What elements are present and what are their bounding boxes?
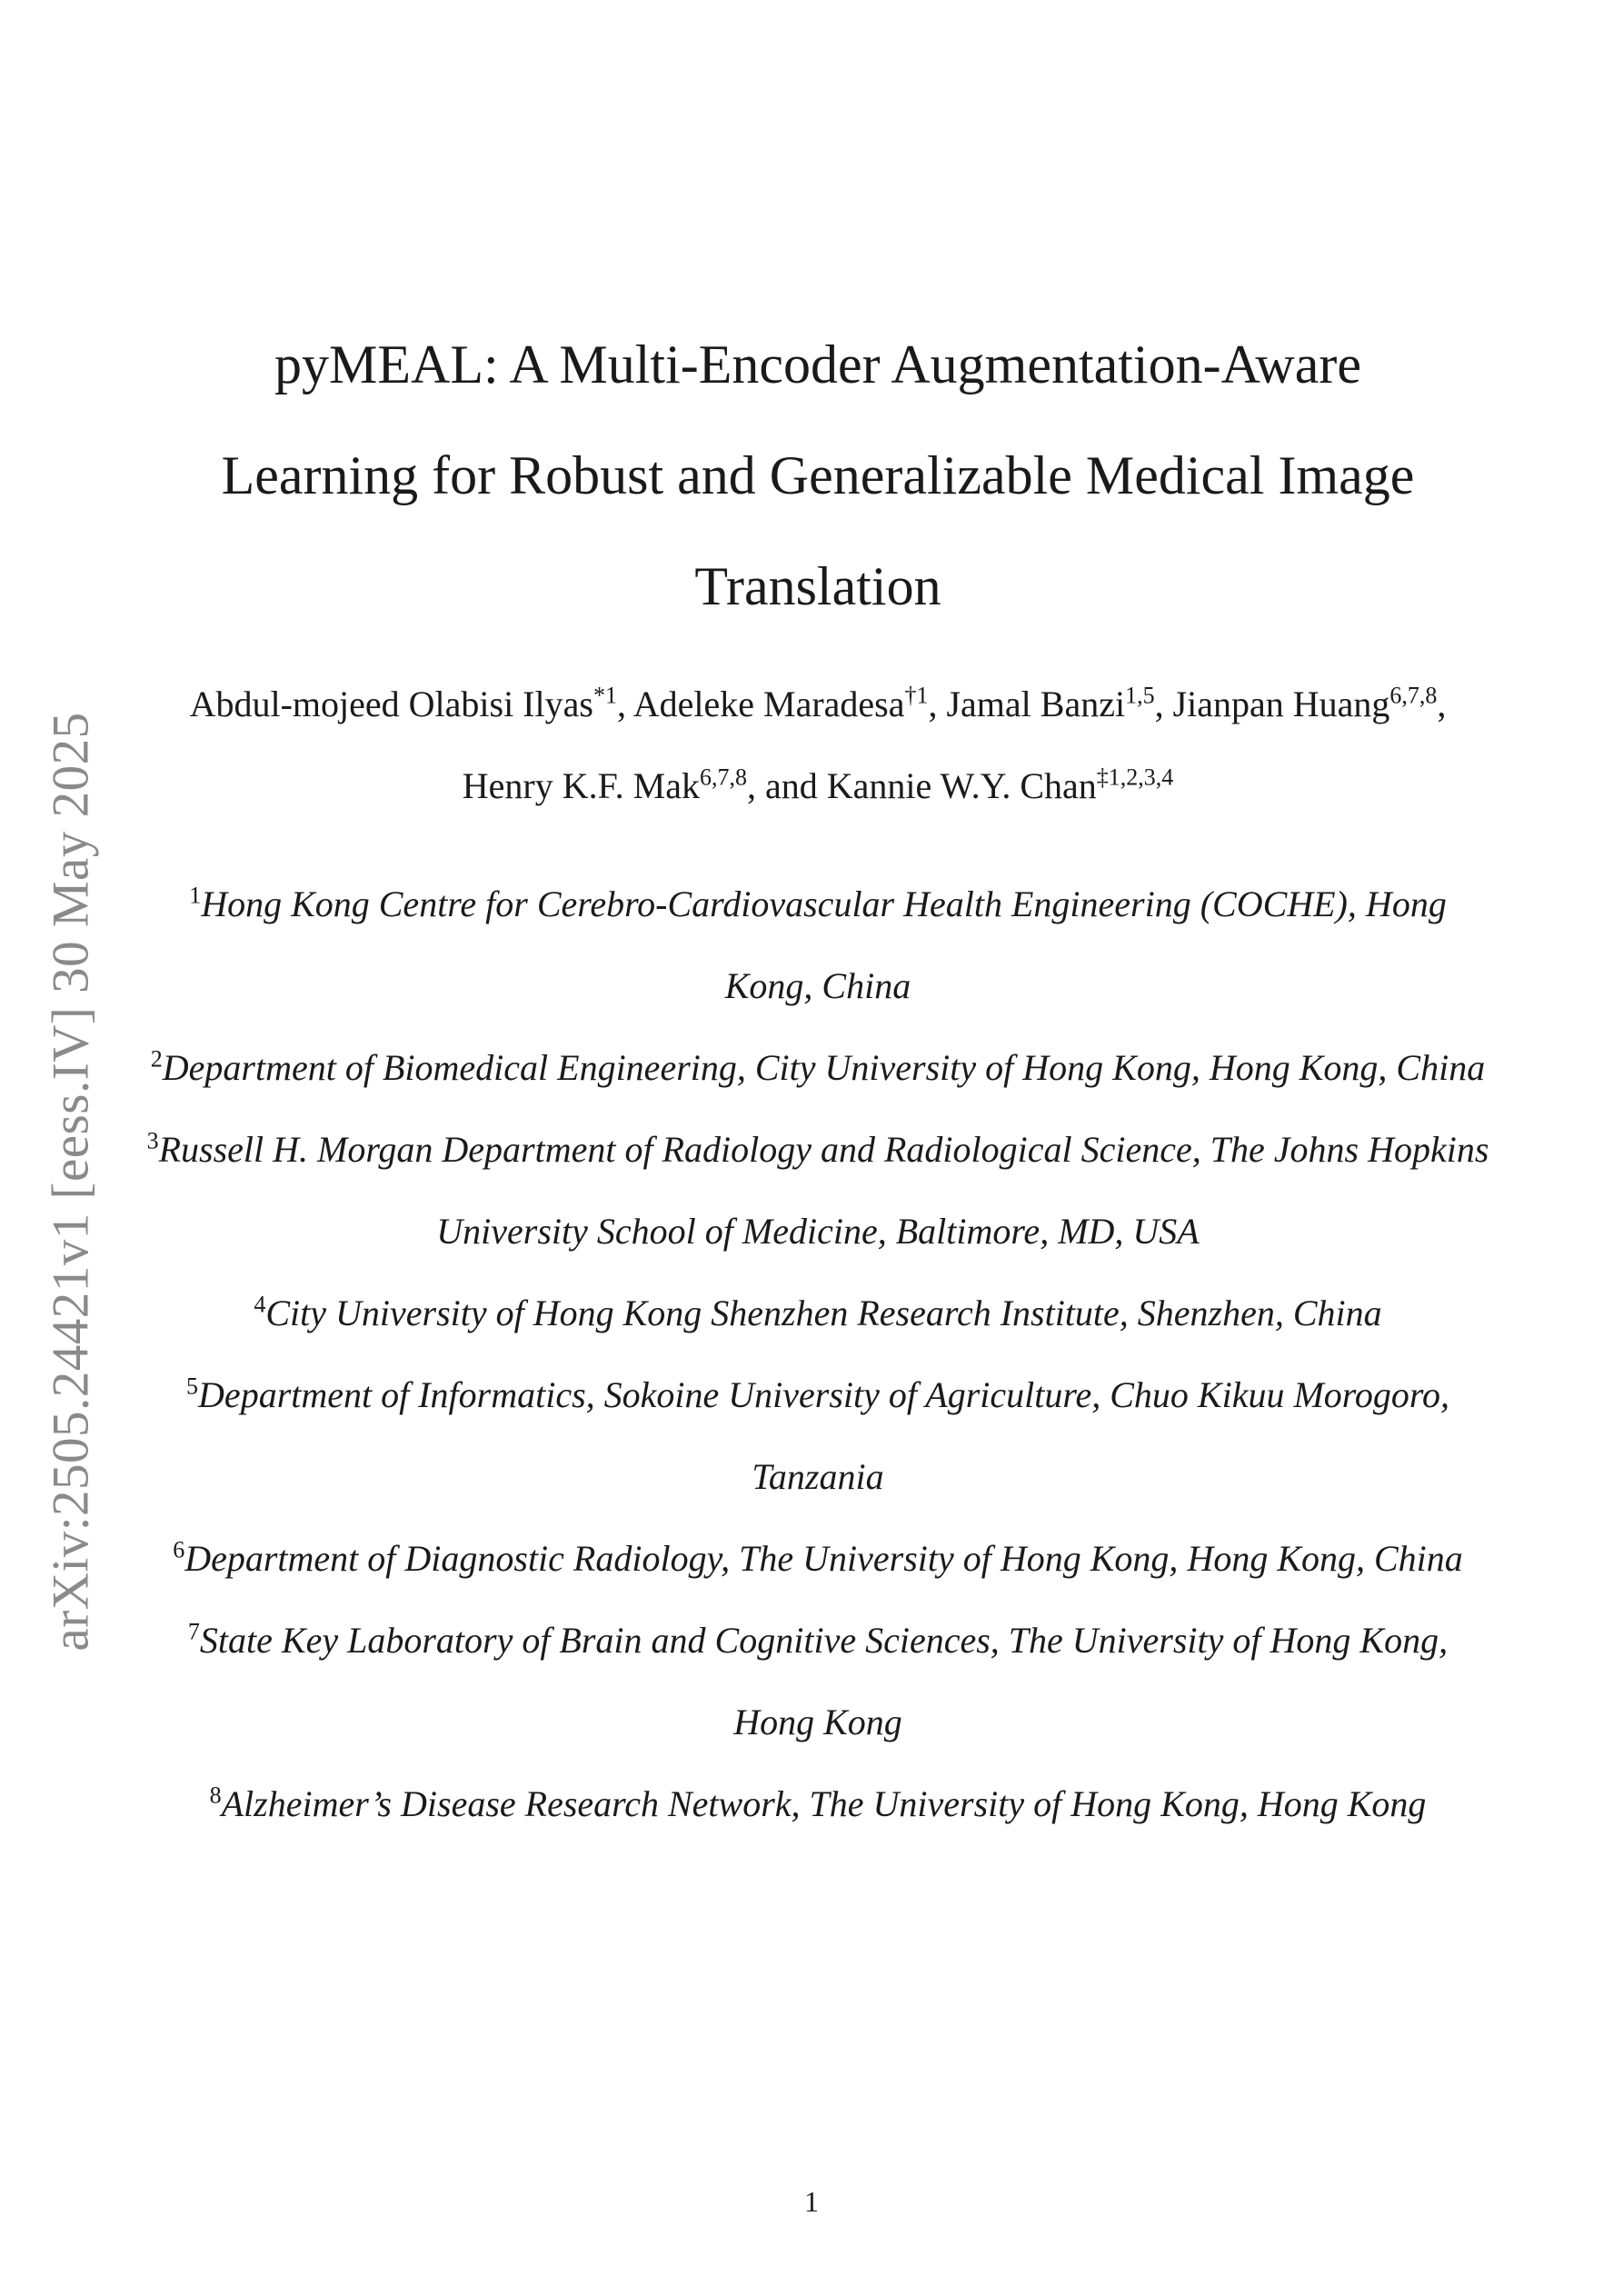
affiliation xyxy=(145,1763,1490,1845)
affiliation-number: 1 xyxy=(189,882,202,909)
author-affiliation-marker: ‡1,2,3,4 xyxy=(1096,764,1174,791)
affiliation-text: Alzheimer’s Disease Research Network, The University of Hong Kong, Hong Kong xyxy=(221,1783,1427,1824)
affiliation-number: 4 xyxy=(254,1291,266,1318)
affiliation xyxy=(145,1027,1490,1109)
author-name: Kannie W.Y. Chan xyxy=(826,765,1097,806)
affiliation xyxy=(145,1273,1490,1354)
author-name: Jamal Banzi xyxy=(946,684,1126,724)
affiliation-text: Department of Biomedical Engineering, City University of Hong Kong, Hong Kong, China xyxy=(162,1047,1486,1088)
affiliation-number: 8 xyxy=(209,1782,222,1809)
affiliation xyxy=(145,1109,1490,1273)
page-number: 1 xyxy=(804,2185,819,2218)
author-affiliation-marker: 6,7,8 xyxy=(1389,682,1438,709)
author-affiliation-marker: 1,5 xyxy=(1125,682,1155,709)
author-name: Jianpan Huang xyxy=(1172,684,1390,724)
author-affiliation-marker: 6,7,8 xyxy=(699,764,747,791)
author-separator: , xyxy=(928,684,947,724)
author-name: Henry K.F. Mak xyxy=(462,765,700,806)
affiliation-number: 2 xyxy=(150,1045,163,1073)
affiliation-text: Department of Diagnostic Radiology, The University of Hong Kong, Hong Kong, China xyxy=(184,1538,1463,1579)
arxiv-stamp: arXiv:2505.24421v1 [eess.IV] 30 May 2025 xyxy=(42,712,100,1652)
affiliation-list xyxy=(145,863,1490,1845)
affiliation-text: Hong Kong Centre for Cerebro-Cardiovascular Health Engineering (COCHE), Hong Kong, China xyxy=(201,883,1447,1006)
author-separator: , xyxy=(616,684,633,724)
affiliation-text: City University of Hong Kong Shenzhen Research Institute, Shenzhen, China xyxy=(265,1293,1382,1333)
author-separator: , xyxy=(1437,684,1447,724)
author-name: Abdul-mojeed Olabisi Ilyas xyxy=(189,684,593,724)
author-separator: , and xyxy=(746,765,827,806)
affiliation xyxy=(145,1354,1490,1518)
affiliation-text: Department of Informatics, Sokoine University of Agriculture, Chuo Kikuu Morogoro, Tanzania xyxy=(198,1374,1449,1497)
author-list xyxy=(154,664,1481,827)
author-separator: , xyxy=(1154,684,1173,724)
author-affiliation-marker: †1 xyxy=(904,682,929,709)
affiliation-text: Russell H. Morgan Department of Radiology and Radiological Science, The Johns Hopkins University School of Medicine, Baltimore, MD, USA xyxy=(158,1129,1489,1252)
affiliation-number: 7 xyxy=(187,1618,200,1645)
affiliation-number: 6 xyxy=(173,1536,185,1563)
paper-title: pyMEAL: A Multi-Encoder Augmentation-Aware Learning for Robust and Generalizable Medical Image Translation xyxy=(221,334,1415,616)
author-affiliation-marker: *1 xyxy=(592,682,617,709)
affiliation xyxy=(145,1518,1490,1600)
author-name: Adeleke Maradesa xyxy=(632,684,905,724)
affiliation-number: 3 xyxy=(146,1127,159,1154)
affiliation-text: State Key Laboratory of Brain and Cognitive Sciences, The University of Hong Kong, Hong Kong xyxy=(199,1620,1449,1742)
affiliation xyxy=(145,1600,1490,1763)
affiliation xyxy=(145,863,1490,1027)
affiliation-number: 5 xyxy=(186,1373,199,1400)
